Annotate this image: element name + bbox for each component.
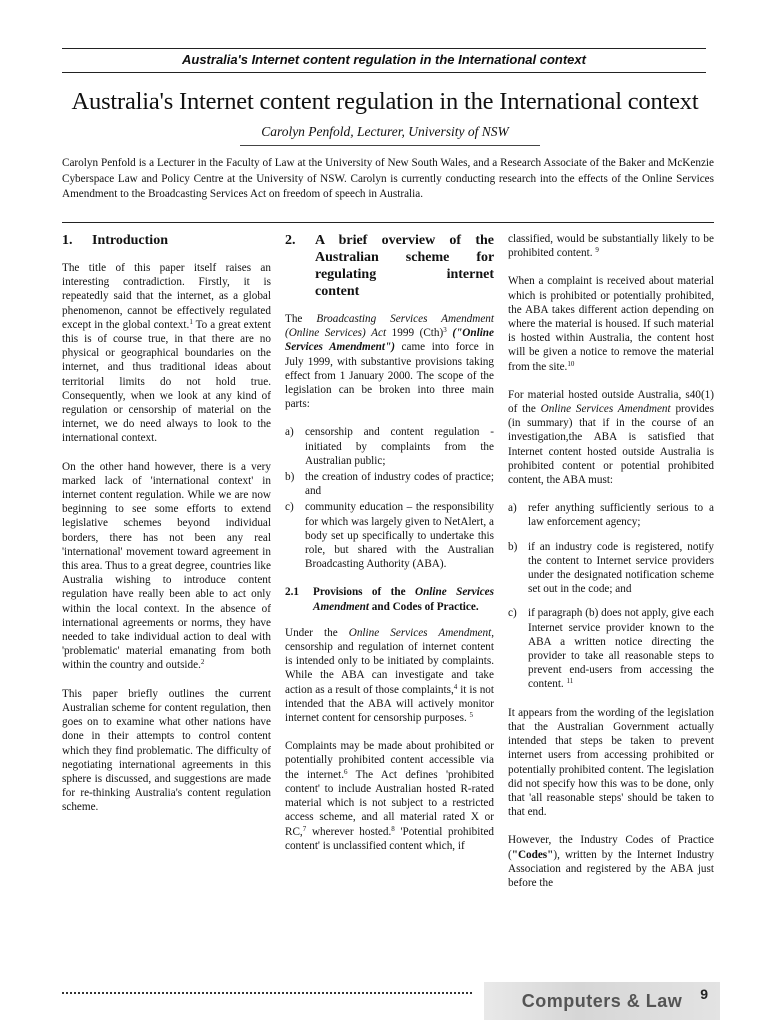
author-line: Carolyn Penfold, Lecturer, University of NSW — [261, 124, 509, 139]
section-title: Introduction — [92, 233, 168, 248]
abstract-rule — [62, 222, 714, 223]
subsection-2-1-heading: 2.1 Provisions of the Online Services Amendment and Codes of Practice. — [285, 586, 494, 613]
paragraph: However, the Industry Codes of Practice ("Codes"), written by the Internet Industry Association and registered by the ABA just before the — [508, 834, 714, 889]
paragraph: On the other hand however, there is a very marked lack of 'international context' in internet content regulation. While we are now beginning to see some efforts to extend legislative schemes beyond individual borders, there has not been any real 'international' movement toward agreement in this area. Thus to a great degree, countries like Australia wishing to introduce content regulation have really been able to act only within the local context. In the absence of international agreements or norms, they have needed to take individual action to deal with 'problematic' material emanating from both within the country and outside.$^2$ — [62, 460, 271, 672]
list-item: a) censorship and content regulation - initiated by complaints from the Australian public; — [285, 426, 494, 467]
running-head: Australia's Internet content regulation in the International context — [182, 52, 586, 67]
list-item: c) if paragraph (b) does not apply, give each Internet service provider known to the ABA a written notice directing the provider to take all reasonable steps to prevent end-users from accessing the content. $^{11}$ — [508, 607, 714, 691]
page-title: Australia's Internet content regulation in the International context — [71, 88, 699, 115]
footer-dotted-rule — [62, 992, 472, 996]
paragraph: classified, would be substantially likely to be prohibited content. $^9$ — [508, 233, 714, 260]
author-bio: Carolyn Penfold is a Lecturer in the Faculty of Law at the University of New South Wales, and a Research Associate of the Baker and McKenzie Cyberspace Law and Policy Centre at the University of NSW. Carolyn is currently conducting research into the effects of the Online Services Amendment to the Broadcasting Services Act on freedom of speech in Australia. — [62, 157, 714, 201]
footnote-ref[interactable]: 9 — [595, 246, 599, 255]
footnote-ref[interactable]: 7 — [302, 824, 307, 833]
paragraph: Complaints may be made about prohibited or potentially prohibited content accessible via the internet.$^6$ The Act defines 'prohibited content' to include Australian hosted R-rated material which is not subject to a restricted access scheme, and all material rated X or RC,$^7$ wherever hosted.$^8$ 'Potential prohibited content' is unclassified content which, if — [285, 740, 495, 852]
section-1-heading — [62, 232, 271, 249]
column-2 — [285, 232, 494, 867]
paragraph: Under the Online Services Amendment, censorship and regulation of internet content is intended only to be initiated by complaints. While the ABA can investigate and take action as a result of those complaints,$^4$ it is not intended that the ABA will actively monitor internet content for censorship purposes. $^5$ — [285, 626, 495, 725]
footnote-ref[interactable]: 5 — [469, 711, 474, 720]
list-item: a) refer anything sufficiently serious to a law enforcement agency; — [508, 502, 714, 529]
section-number: 2. — [285, 233, 296, 248]
journal-logo: Computers & Law — [521, 990, 683, 1011]
footnote-ref[interactable]: 6 — [344, 767, 348, 776]
paragraph: It appears from the wording of the legislation that the Australian Government actually intended that steps be taken to prevent internet users from accessing prohibited or potentially prohibited content. The legislation did not specify how this was to be done, only that 'all reasonable steps' should be taken to that end. — [508, 706, 714, 819]
footnote-ref[interactable]: 2 — [200, 658, 205, 667]
paragraph: The Broadcasting Services Amendment (Online Services) Act 1999 (Cth)$^3$ ("Online Services Amendment") came into force in July 1999, with substantive provisions taking effect from 1 January 2000. The scope of the legislation can be broken into three main parts: — [285, 313, 494, 411]
footer-logo — [484, 982, 720, 1020]
footnote-ref[interactable]: 1 — [189, 317, 193, 326]
paragraph: The title of this paper itself raises an interesting contradiction. Firstly, it is repeatedly said that the internet, as a global phenomenon, cannot be effectively regulated except in the global context.$^1$ To a great extent this is of course true, in that there are no physical or geographical boundaries on the internet, and thus traditional ideas about territorial limits do not hold true. Consequently, when we look at any kind of regulation or censorship of material on the internet, we do need always to look to the international context. — [62, 262, 271, 445]
aba-actions-list — [508, 501, 714, 691]
column-1 — [62, 232, 271, 829]
paragraph: When a complaint is received about material which is prohibited or potentially prohibited, the ABA takes different action depending on where the material is housed. If such material is hosted within Australia, the content host will be given a notice to remove the material from the site.$^{10}$ — [508, 275, 714, 373]
footnote-ref[interactable]: 3 — [443, 326, 447, 335]
footnote-ref[interactable]: 4 — [453, 682, 458, 691]
list-item: b) if an industry code is registered, notify the content to Internet service providers under the designated notification scheme set out in the code; and — [508, 540, 714, 596]
header-rule-top — [62, 48, 706, 49]
footnote-ref[interactable]: 11 — [566, 677, 574, 686]
author-rule — [240, 145, 540, 146]
list-item: b) the creation of industry codes of practice; and — [285, 471, 494, 498]
header-rule-bottom — [62, 72, 706, 73]
column-3 — [508, 232, 714, 904]
paragraph: For material hosted outside Australia, s40(1) of the Online Services Amendment provides (in summary) that if in the course of an investigation,the ABA is satisfied that Internet content hosted outside Australia is prohibited content or potential prohibited content, the ABA must: — [508, 388, 714, 487]
section-number: 1. — [62, 233, 73, 248]
section-2-heading — [285, 232, 494, 300]
scope-list — [285, 425, 494, 571]
page-number: 9 — [700, 986, 708, 1002]
footnote-ref[interactable]: 10 — [567, 359, 575, 368]
paragraph: This paper briefly outlines the current Australian scheme for content regulation, then goes on to examine what other nations have done in their attempts to control content which they find problematic. The difficulty of negotiating international agreements in this sphere is discussed, and suggestions are made for re-thinking Australia's content regulation scheme. — [62, 687, 271, 814]
section-title: A brief overview of the Australian scheme for regulating internet content — [315, 233, 494, 299]
footnote-ref[interactable]: 8 — [391, 824, 395, 833]
list-item: c) community education – the responsibility for which was largely given to NetAlert, a body set up specifically to undertake this role, but shared with the Australian Broadcasting Authority (ABA). — [285, 501, 494, 571]
